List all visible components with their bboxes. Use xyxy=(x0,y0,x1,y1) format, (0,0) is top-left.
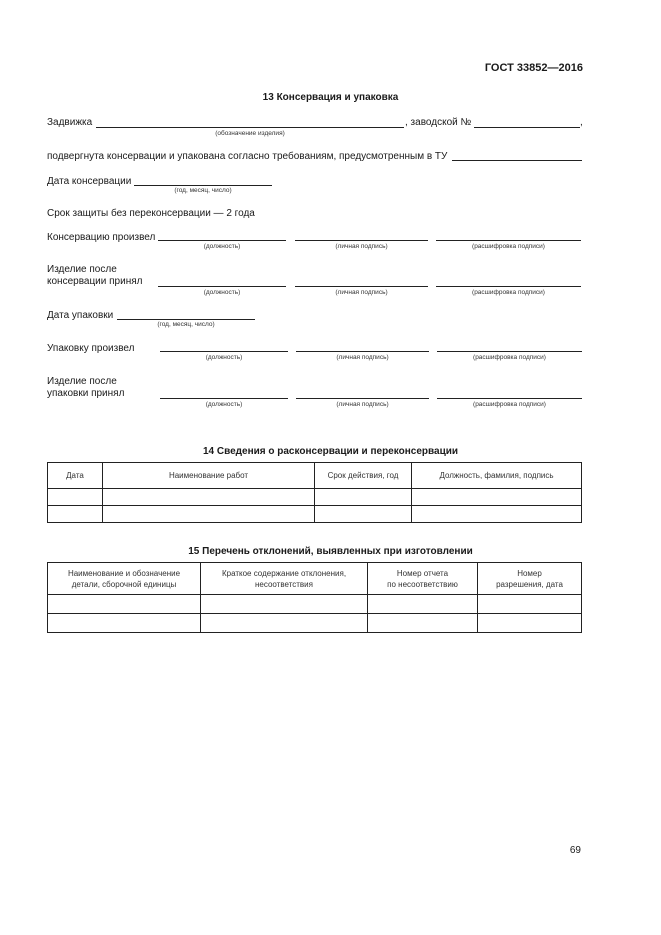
table-cell[interactable] xyxy=(201,595,368,614)
accepted-after-conservation-line2: консервации принял xyxy=(47,276,143,287)
table-cell[interactable] xyxy=(48,506,103,523)
caption-signature: (личная подпись) xyxy=(336,354,389,361)
column-header-line: детали, сборочной единицы xyxy=(71,579,177,589)
table-cell[interactable] xyxy=(368,595,478,614)
column-header: Должность, фамилия, подпись xyxy=(412,463,582,489)
conservation-signature-field[interactable] xyxy=(295,240,428,241)
table-cell[interactable] xyxy=(48,595,201,614)
table-cell[interactable] xyxy=(103,506,315,523)
table-cell[interactable] xyxy=(412,489,582,506)
packing-position-field[interactable] xyxy=(160,351,288,352)
table-cell[interactable] xyxy=(478,595,582,614)
table-cell[interactable] xyxy=(315,489,412,506)
caption-position: (должность) xyxy=(205,401,243,408)
caption-signature: (личная подпись) xyxy=(336,401,389,408)
valve-label: Задвижка xyxy=(47,117,93,128)
conservation-requirements-text: подвергнута консервации и упакована согласно требованиям, предусмотренным в ТУ xyxy=(47,151,448,162)
caption-signature: (личная подпись) xyxy=(335,289,388,296)
table-cell[interactable] xyxy=(412,506,582,523)
trailing-comma: , xyxy=(580,117,583,128)
section-13-title: 13 Консервация и упаковка xyxy=(262,92,399,103)
table-cell[interactable] xyxy=(48,614,201,633)
conservation-decoding-field[interactable] xyxy=(436,240,581,241)
table-cell[interactable] xyxy=(478,614,582,633)
section-14-title: 14 Сведения о расконсервации и переконсервации xyxy=(202,446,459,457)
acceptance-signature-field[interactable] xyxy=(295,286,428,287)
protection-period: Срок защиты без переконсервации — 2 года xyxy=(47,208,255,219)
table-cell[interactable] xyxy=(48,489,103,506)
caption-position: (должность) xyxy=(203,289,241,296)
table-row xyxy=(48,614,582,633)
deconservation-table xyxy=(47,462,582,523)
accepted-after-packing-line2: упаковки принял xyxy=(47,388,125,399)
caption-position: (должность) xyxy=(205,354,243,361)
column-header-line: Краткое содержание отклонения, xyxy=(221,568,347,578)
conservation-date-field[interactable] xyxy=(134,185,272,186)
column-header xyxy=(48,563,201,595)
column-header: Срок действия, год xyxy=(315,463,412,489)
table-cell[interactable] xyxy=(368,614,478,633)
table-row xyxy=(48,506,582,523)
column-header: Дата xyxy=(48,463,103,489)
standard-number: ГОСТ 33852—2016 xyxy=(484,62,583,74)
packing-date-field[interactable] xyxy=(117,319,255,320)
serial-label: , заводской № xyxy=(405,117,472,128)
tu-field[interactable] xyxy=(452,160,582,161)
acceptance-decoding-field[interactable] xyxy=(436,286,581,287)
valve-designation-caption: (обозначение изделия) xyxy=(215,130,285,137)
table-header-row xyxy=(48,563,582,595)
caption-decoding: (расшифровка подписи) xyxy=(473,354,546,361)
section-15-title: 15 Перечень отклонений, выявленных при изготовлении xyxy=(188,546,473,557)
column-header-line: Наименование и обозначение xyxy=(67,568,181,578)
column-header-line: Номер xyxy=(517,568,542,578)
accepted-after-packing-line1: Изделие после xyxy=(47,376,117,387)
conservation-date-caption: (год, месяц, число) xyxy=(174,187,232,194)
conservation-position-field[interactable] xyxy=(158,240,286,241)
table-cell[interactable] xyxy=(315,506,412,523)
packing-acceptance-decoding-field[interactable] xyxy=(437,398,582,399)
packing-done-by-label: Упаковку произвел xyxy=(47,343,135,354)
packing-signature-field[interactable] xyxy=(296,351,429,352)
column-header-line: разрешения, дата xyxy=(496,579,563,589)
deviations-table xyxy=(47,562,582,633)
conservation-done-by-label: Консервацию произвел xyxy=(47,232,156,243)
packing-date-caption: (год, месяц, число) xyxy=(157,321,215,328)
column-header xyxy=(478,563,582,595)
caption-decoding: (расшифровка подписи) xyxy=(473,401,546,408)
packing-decoding-field[interactable] xyxy=(437,351,582,352)
packing-date-label: Дата упаковки xyxy=(47,310,114,321)
serial-number-field[interactable] xyxy=(474,127,580,128)
caption-decoding: (расшифровка подписи) xyxy=(472,289,545,296)
caption-decoding: (расшифровка подписи) xyxy=(472,243,545,250)
valve-designation-field[interactable] xyxy=(96,127,404,128)
column-header xyxy=(201,563,368,595)
packing-acceptance-signature-field[interactable] xyxy=(296,398,429,399)
table-row xyxy=(48,595,582,614)
column-header xyxy=(368,563,478,595)
column-header-line: по несоответствию xyxy=(387,579,458,589)
packing-acceptance-position-field[interactable] xyxy=(160,398,288,399)
conservation-date-label: Дата консервации xyxy=(47,176,132,187)
page-number: 69 xyxy=(569,845,581,856)
caption-signature: (личная подпись) xyxy=(335,243,388,250)
column-header-line: несоответствия xyxy=(255,579,313,589)
table-cell[interactable] xyxy=(103,489,315,506)
acceptance-position-field[interactable] xyxy=(158,286,286,287)
caption-position: (должность) xyxy=(203,243,241,250)
table-cell[interactable] xyxy=(201,614,368,633)
accepted-after-conservation-line1: Изделие после xyxy=(47,264,117,275)
table-row xyxy=(48,489,582,506)
table-header-row xyxy=(48,463,582,489)
column-header-line: Номер отчета xyxy=(396,568,449,578)
column-header: Наименование работ xyxy=(103,463,315,489)
